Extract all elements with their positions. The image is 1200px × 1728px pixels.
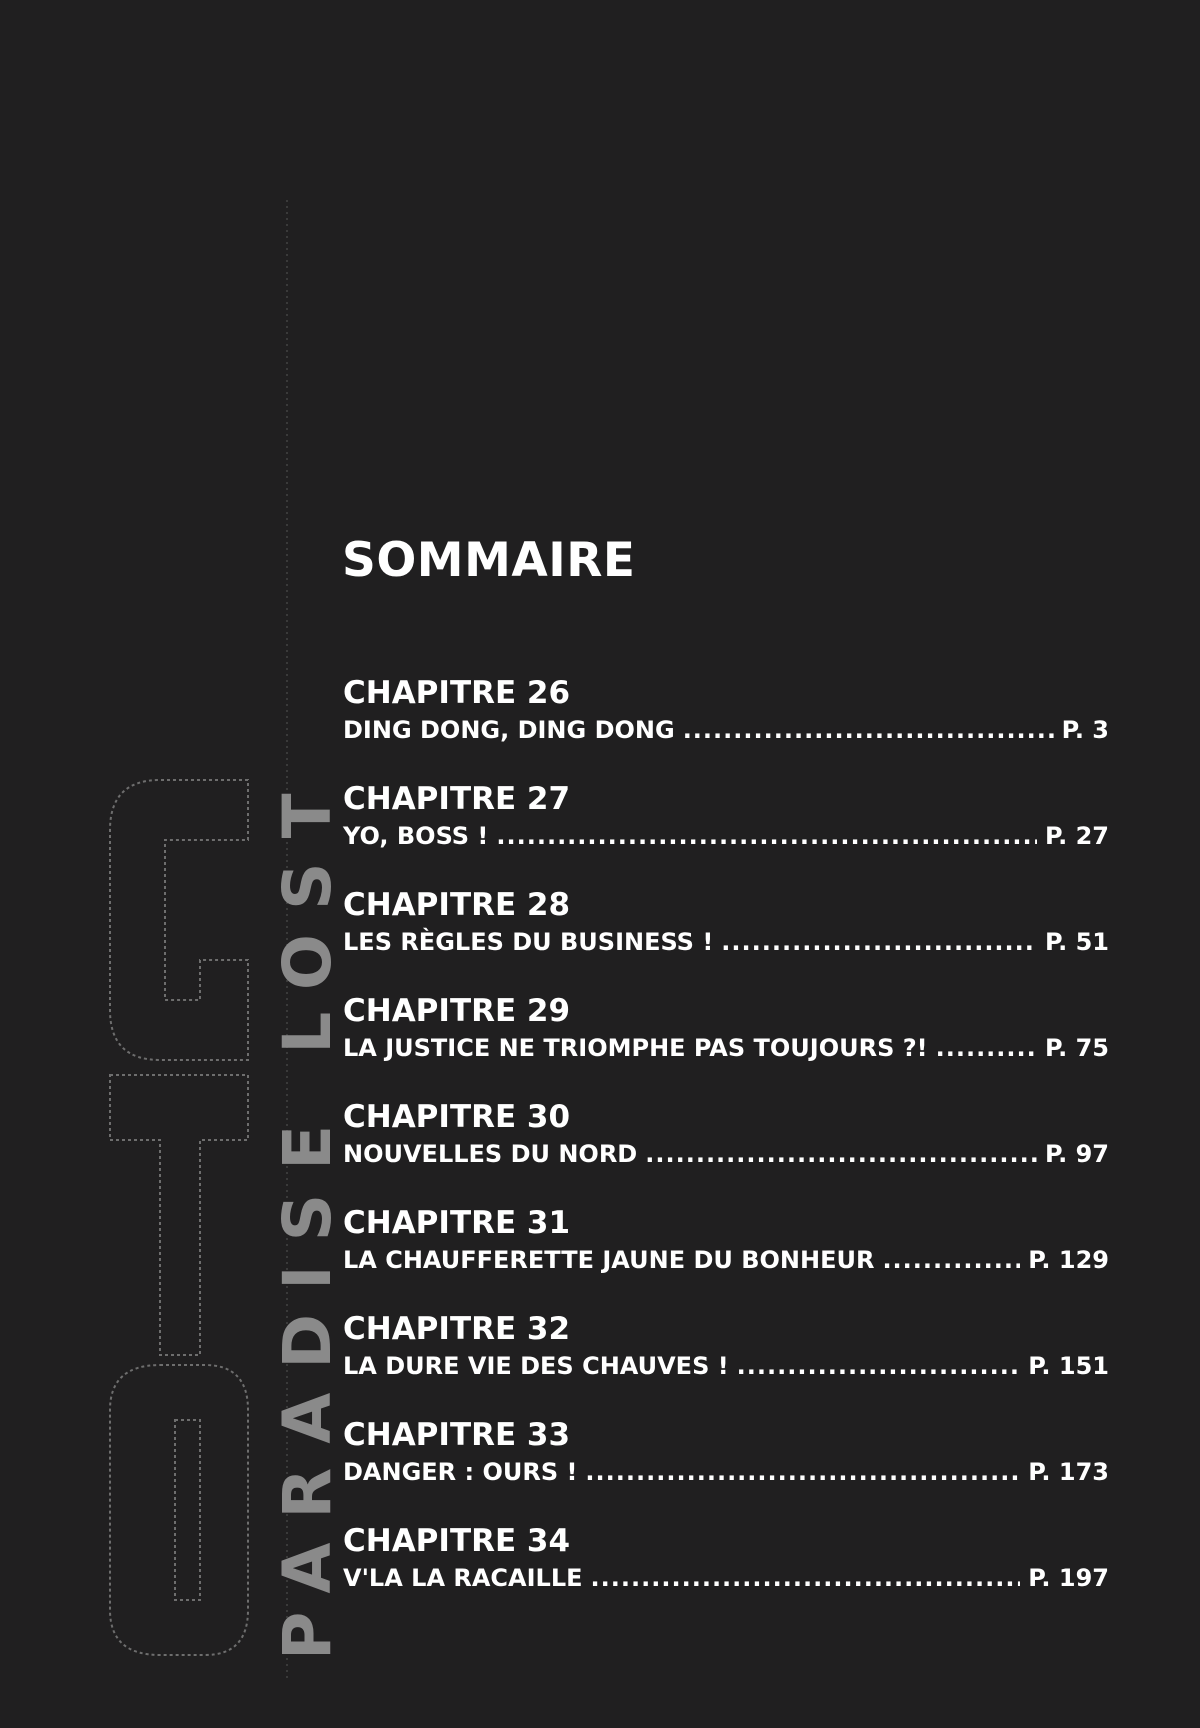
chapter-name: V'LA LA RACAILLE	[343, 1564, 583, 1592]
chapter-line	[343, 1244, 1109, 1276]
toc-entry-33	[343, 1414, 1109, 1520]
chapter-name: LA JUSTICE NE TRIOMPHE PAS TOUJOURS ?!	[343, 1034, 928, 1062]
toc-entry-34	[343, 1520, 1109, 1626]
chapter-line	[343, 1138, 1109, 1170]
dot-leader	[496, 820, 1037, 852]
toc-entry-31	[343, 1202, 1109, 1308]
dot-leader	[737, 1350, 1021, 1382]
chapter-name: LA DURE VIE DES CHAUVES !	[343, 1352, 729, 1380]
dot-leader	[645, 1138, 1037, 1170]
dot-leader	[585, 1456, 1020, 1488]
toc-entry-26	[343, 672, 1109, 778]
chapter-name: LA CHAUFFERETTE JAUNE DU BONHEUR	[343, 1246, 875, 1274]
toc-entry-28	[343, 884, 1109, 990]
page-reference: P. 27	[1044, 822, 1109, 850]
chapter-name: DANGER : OURS !	[343, 1458, 578, 1486]
paradise-lost-wordmark: PARADISE LOST	[269, 769, 346, 1660]
chapter-line	[343, 1350, 1109, 1382]
toc-entry-29	[343, 990, 1109, 1096]
chapter-heading: CHAPITRE 34	[343, 1523, 571, 1559]
chapter-line	[343, 926, 1109, 958]
chapter-name: DING DONG, DING DONG	[343, 716, 675, 744]
chapter-heading: CHAPITRE 33	[343, 1417, 571, 1453]
page-reference: P. 51	[1044, 928, 1109, 956]
page-reference: P. 151	[1028, 1352, 1109, 1380]
chapter-heading: CHAPITRE 28	[343, 887, 571, 923]
chapter-heading: CHAPITRE 30	[343, 1099, 571, 1135]
chapter-heading: CHAPITRE 27	[343, 781, 571, 817]
toc-entry-27	[343, 778, 1109, 884]
page-reference: P. 75	[1044, 1034, 1109, 1062]
chapter-heading: CHAPITRE 32	[343, 1311, 571, 1347]
chapter-line	[343, 820, 1109, 852]
dot-leader	[936, 1032, 1037, 1064]
page-reference: P. 97	[1044, 1140, 1109, 1168]
toc-list	[343, 672, 1109, 1626]
chapter-line	[343, 1456, 1109, 1488]
dot-leader	[683, 714, 1054, 746]
chapter-name: YO, BOSS !	[343, 822, 489, 850]
chapter-heading: CHAPITRE 31	[343, 1205, 571, 1241]
dot-leader	[721, 926, 1037, 958]
chapter-line	[343, 1562, 1109, 1594]
chapter-line	[343, 1032, 1109, 1064]
chapter-name: LES RÈGLES DU BUSINESS !	[343, 928, 714, 956]
chapter-heading: CHAPITRE 29	[343, 993, 571, 1029]
dot-leader	[882, 1244, 1020, 1276]
dot-leader	[591, 1562, 1021, 1594]
series-logo	[0, 0, 346, 1728]
page-reference: P. 129	[1028, 1246, 1109, 1274]
toc-entry-32	[343, 1308, 1109, 1414]
chapter-line	[343, 714, 1109, 746]
chapter-name: NOUVELLES DU NORD	[343, 1140, 638, 1168]
toc-title: SOMMAIRE	[342, 533, 636, 588]
page-reference: P. 173	[1028, 1458, 1109, 1486]
page-reference: P. 3	[1061, 716, 1109, 744]
toc-entry-30	[343, 1096, 1109, 1202]
chapter-heading: CHAPITRE 26	[343, 675, 571, 711]
page-reference: P. 197	[1028, 1564, 1109, 1592]
